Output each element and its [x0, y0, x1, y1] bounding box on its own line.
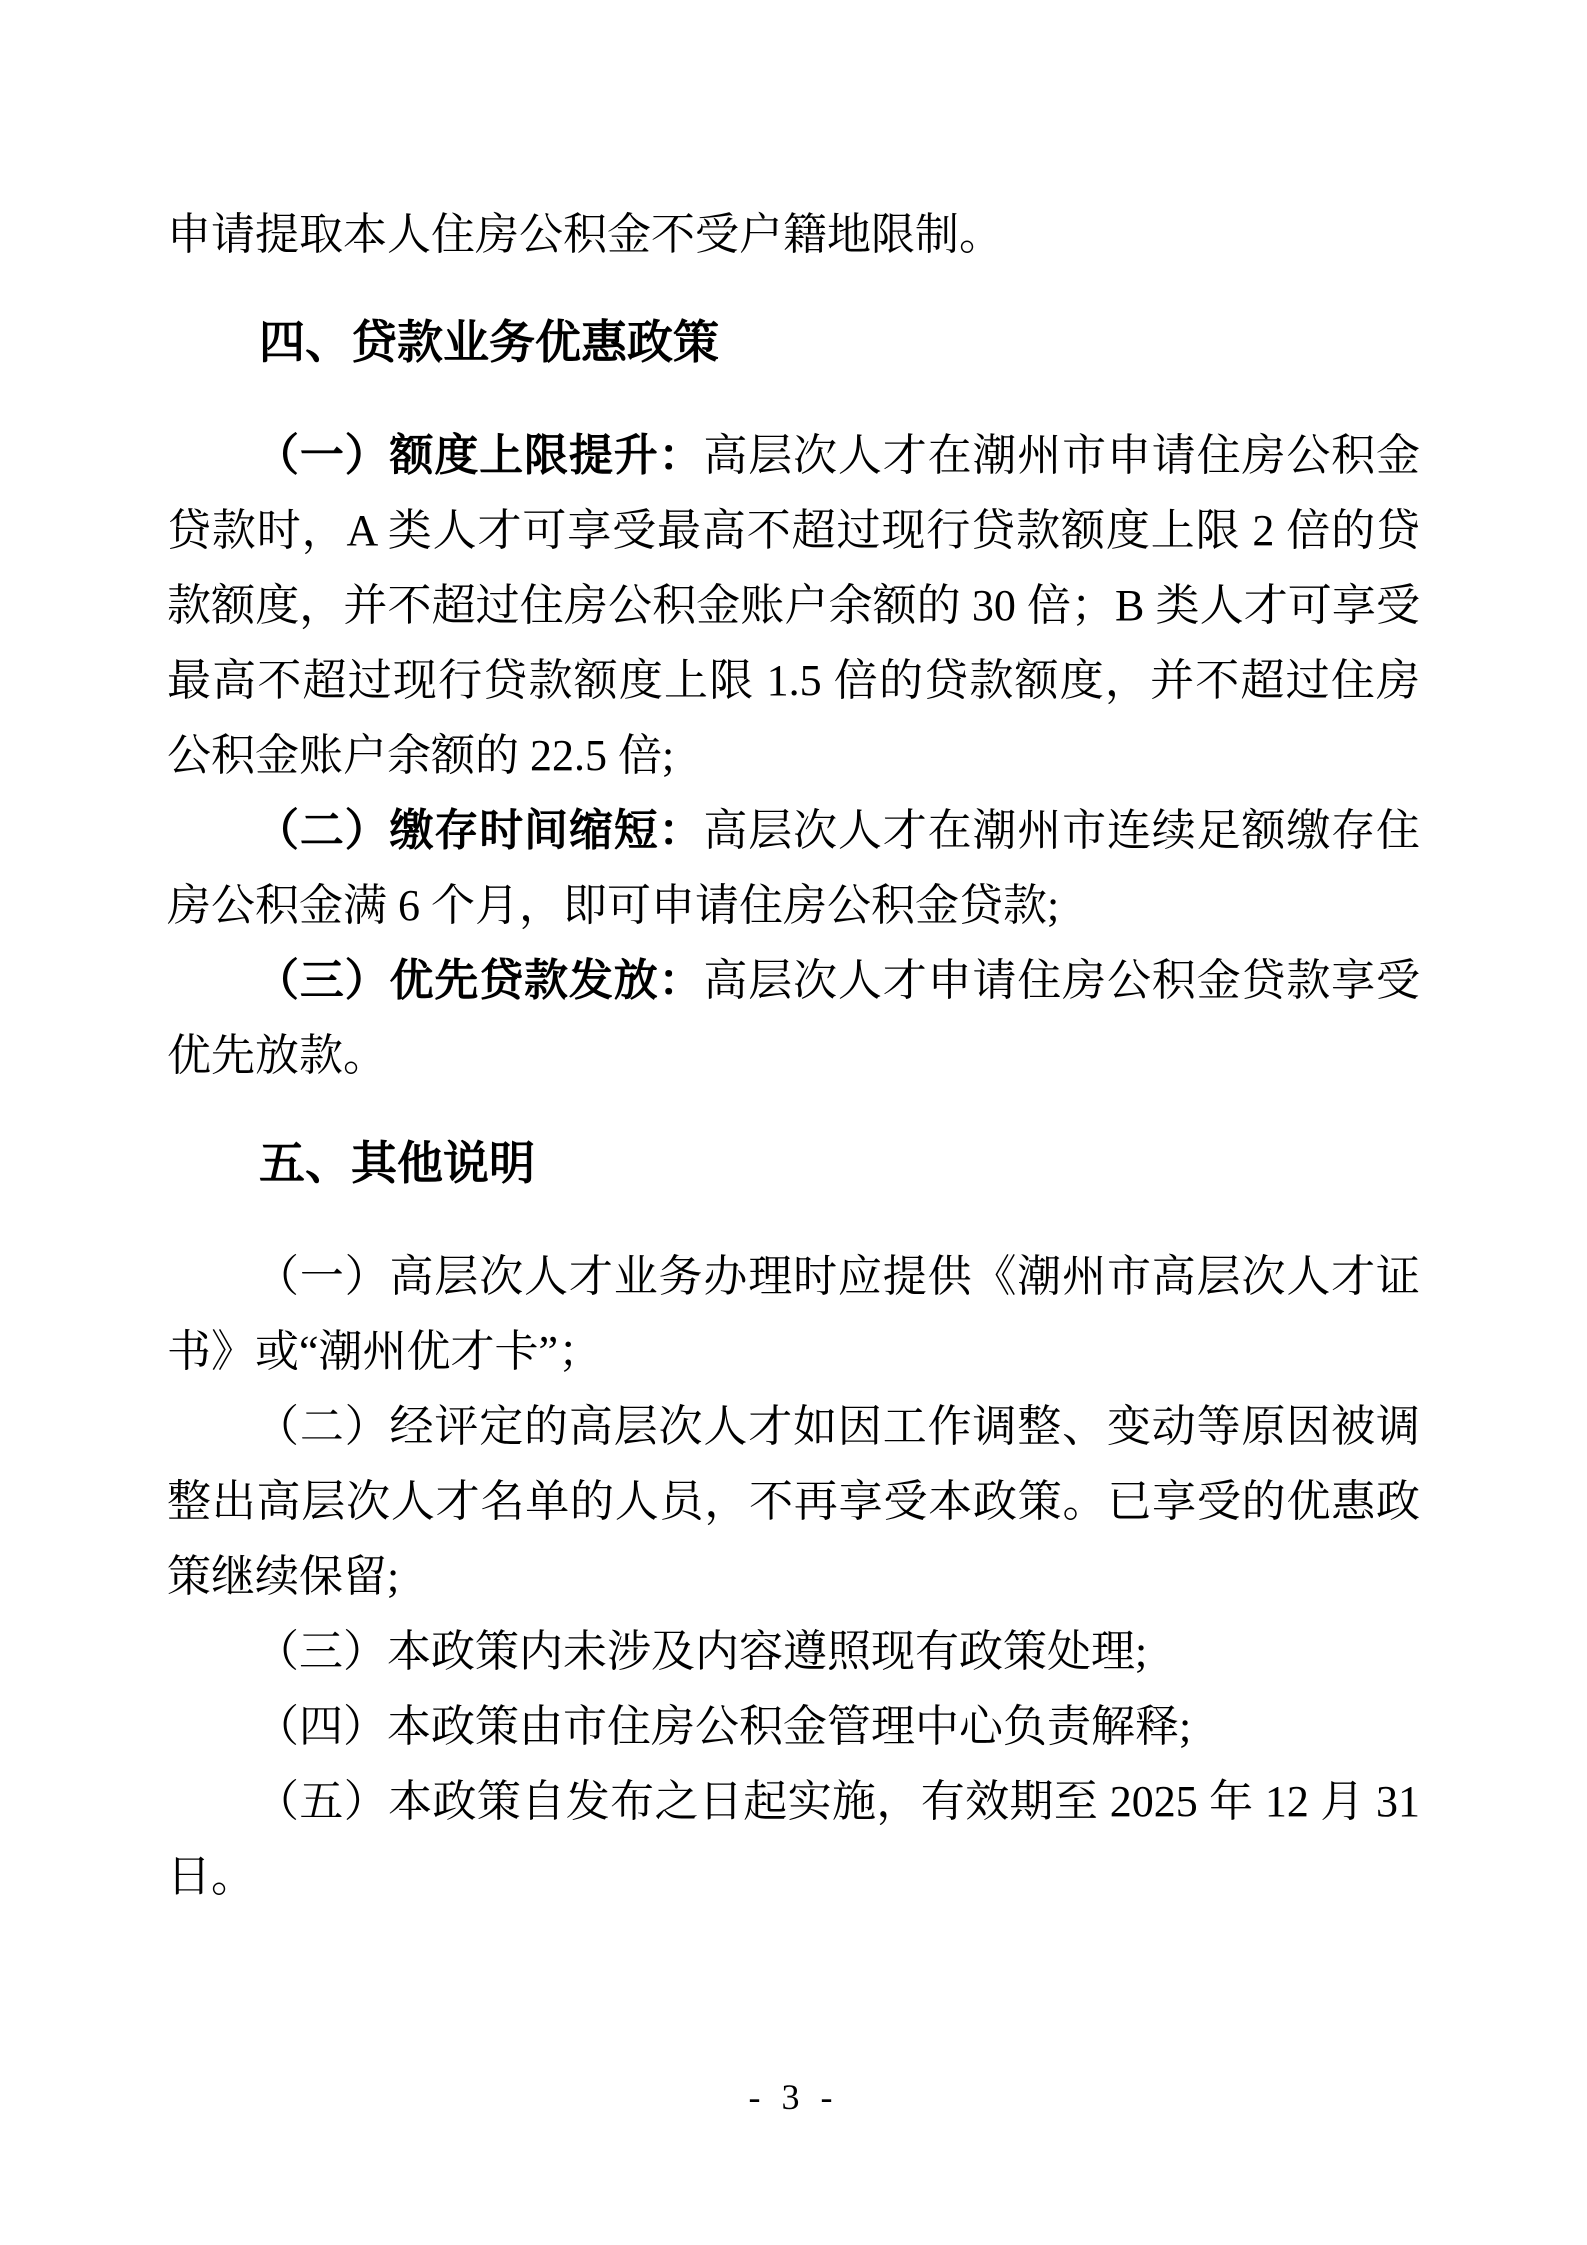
- item-lead: （三）优先贷款发放：: [255, 956, 704, 1005]
- section-5-item-5: [167, 1764, 1420, 1914]
- section-5-item-3: [167, 1614, 1420, 1689]
- item-text: （五）本政策自发布之日起实施，有效期至 2025 年 12 月 31 日。: [167, 1777, 1420, 1901]
- section-5-item-2: [167, 1389, 1420, 1614]
- item-text: （四）本政策由市住房公积金管理中心负责解释;: [255, 1702, 1192, 1751]
- section-5-heading: 五、其他说明: [259, 1137, 535, 1189]
- item-lead: （一）额度上限提升：: [255, 431, 704, 480]
- intro-text: 申请提取本人住房公积金不受户籍地限制。: [167, 210, 1003, 259]
- item-text: （一）高层次人才业务办理时应提供《潮州市高层次人才证书》或“潮州优才卡”；: [167, 1252, 1420, 1376]
- section-4-item-3: [167, 943, 1420, 1093]
- item-lead: （二）缴存时间缩短：: [255, 806, 704, 855]
- item-text: （二）经评定的高层次人才如因工作调整、变动等原因被调整出高层次人才名单的人员，不再享受本政策。已享受的优惠政策继续保留;: [167, 1402, 1420, 1601]
- section-5-item-1: [167, 1239, 1420, 1389]
- section-4-item-2: [167, 793, 1420, 943]
- page-number: - 3 -: [748, 2077, 839, 2117]
- item-text: 高层次人才申请住房公积金贷款享受优先放款。: [167, 956, 1421, 1080]
- item-text: 高层次人才在潮州市申请住房公积金贷款时，A 类人才可享受最高不超过现行贷款额度上限 2 倍的贷款额度，并不超过住房公积金账户余额的 30 倍；B 类人才可享受最高不超过现行贷款额度上限 1.5 倍的贷款额度，并不超过住房公积金账户余额的 22.5 倍;: [167, 431, 1421, 780]
- item-text: （三）本政策内未涉及内容遵照现有政策处理;: [255, 1627, 1148, 1676]
- section-5-item-4: [167, 1689, 1420, 1764]
- section-4-item-1: [167, 418, 1420, 793]
- item-text: 高层次人才在潮州市连续足额缴存住房公积金满 6 个月，即可申请住房公积金贷款;: [167, 806, 1421, 930]
- intro-paragraph: [167, 197, 1420, 272]
- section-4-heading: 四、贷款业务优惠政策: [259, 316, 719, 368]
